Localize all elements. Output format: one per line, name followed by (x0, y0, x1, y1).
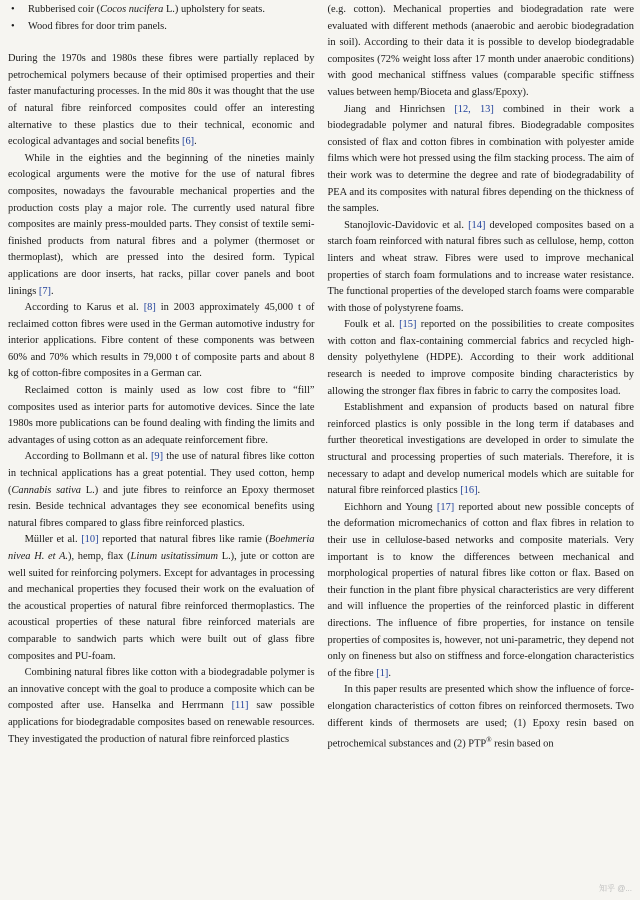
paragraph: While in the eighties and the beginning of the nineties mainly ecological arguments were the motive for the use of natural fibres composites, nowadays the favourable mechanical properties and the production costs play a major role. The currently used natural fibre composites are mainly press-moulded parts. They consist of textile semi-finished products from natural fibres and a polymer (thermoset or thermoplast), which are pressed into the desired form. Typical applications are door inserts, hat racks, pillar cover panels and boot linings [7]. (8, 152, 315, 297)
italic-term: Cocos nucifera (100, 4, 164, 15)
bullet-item: • Rubberised coir (Cocos nucifera L.) upholstery for seats. (8, 2, 315, 19)
citation-link[interactable]: [12, 13] (454, 103, 494, 115)
paragraph: Eichhorn and Young [17] reported about new possible concepts of the deformation micromechanics of cotton and flax fibres in relation to their use in cellulose-based networks and composite materials. Very important is to know the differences between mechanical and morphological properties of natural fibres like cotton or flax. Based on their function in the plant fibre physical characteristics are very different and will influence the properties of the reinforced plastic in different directions. The influence of fibre properties, for instance on tensile properties of composites is, however, not uni-parametric, they depend not only on fineness but also on stiffness and force-elongation characteristics of the fibre [1]. (327, 501, 634, 679)
citation-link[interactable]: [10] (81, 534, 99, 546)
bullet-item: • Wood fibres for door trim panels. (8, 19, 315, 36)
bullet-icon: • (11, 4, 15, 15)
left-column (8, 2, 315, 900)
citation-link[interactable]: [8] (143, 302, 156, 314)
right-paragraphs (328, 2, 635, 753)
citation-link[interactable]: [7] (38, 285, 52, 297)
citation-link[interactable]: [17] (436, 501, 455, 513)
paragraph: According to Karus et al. [8] in 2003 approximately 45,000 t of reclaimed cotton fibres were used in the German automotive industry for interior applications. Fibre content of these components was between 60% and 70% which results in 79,000 t of composite parts and about 8 kg of cotton-fibre composites in a German car. (8, 302, 315, 380)
paragraph: Combining natural fibres like cotton with a biodegradable polymer is an innovative concept with the goal to produce a composite which can be composted after use. Hanselka and Herrmann [11] saw possible applications for biodegradable composites based on renewable resources. They investigated the production of natural fibre reinforced plastics (8, 667, 315, 745)
citation-link[interactable]: [15] (399, 319, 417, 331)
citation-link[interactable]: [1] (376, 667, 389, 679)
citation-link[interactable]: [6] (181, 136, 195, 148)
trademark-mark: ® (486, 736, 492, 745)
paragraph: During the 1970s and 1980s these fibres were partially replaced by petrochemical polymers because of their optimised properties and their faster manufacturing processes. In the mid 80s it was thought that the use of natural fibre reinforced composites could offer an interesting alternative to these plastics due to their technical, economic and ecological advantages and social benefits [6]. (8, 53, 315, 148)
citation-link[interactable]: [11] (231, 700, 249, 712)
right-column (328, 2, 635, 900)
bullet-list (8, 2, 315, 35)
paragraph: In this paper results are presented which show the influence of force-elongation characteristics of cotton fibres on reinforced thermosets. Two different kinds of thermosets are used; (1) Epoxy resin based on petrochemical substances and (2) PTP® resin based on (327, 684, 634, 750)
paragraph: (e.g. cotton). Mechanical properties and biodegradation rate were evaluated with different methods (anaerobic and aerobic biodegradation in soil). According to their data it is possible to develop biodegradable composites (72% weight loss after 17 month under anaerobic conditions) with good mechanical stiffness values (comparable specific stiffness values between hemp/Bioceta and glass/Epoxy). (327, 4, 634, 98)
bullet-icon: • (11, 20, 15, 32)
paragraph: Establishment and expansion of products based on natural fibre reinforced plastics is only possible in the long term if databases and further theoretical investigations are developed in order to simulate the structural and processing properties of such materials. Therefore, it is necessary to adapt and develop numerical models which are suitable for natural fibre reinforced plastics [16]. (327, 402, 634, 497)
italic-term: Boehmeria nivea H. et A. (8, 534, 315, 562)
italic-term: Linum usitatissimum (130, 551, 218, 562)
italic-term: Cannabis sativa (11, 484, 81, 496)
paragraph: According to Bollmann et al. [9] the use of natural fibres like cotton in technical applications has a great potential. They used cotton, hemp (Cannabis sativa L.) and jute fibres to reinforce an Epoxy thermoset resin. Beside technical advantages they see economical benefits using natural fibres compared to glass fibre reinforced plastics. (8, 451, 315, 529)
paragraph: Jiang and Hinrichsen [12, 13] combined in their work a biodegradable polymer and natural fibres. Biodegradable composites consisted of flax and cotton fibres in combination with polyester amide films which were hot pressed using the film stacking process. The aim of their work was to determine the degree and rate of biodegradability of PEA and its composites with natural fibres depending on the thickness of the samples. (327, 103, 634, 215)
watermark: 知乎 @... (598, 884, 632, 893)
paragraph: Müller et al. [10] reported that natural fibres like ramie (Boehmeria nivea H. et A.), hemp, flax (Linum usitatissimum L.), jute or cotton are well suited for reinforcing polymers. Except for advantages in processing and mechanical properties they focused their work on the evaluation of the acoustical properties of natural fibre reinforced thermoplastics. The acoustical properties of these natural fibre reinforced materials are comparable to sandwich parts which were built out of glass fibre composites and PU-foam. (8, 534, 315, 662)
left-paragraphs (8, 51, 315, 748)
paragraph: Stanojlovic-Davidovic et al. [14] developed composites based on a starch foam reinforced with natural fibres such as cellulose, hemp, cotton linters and wheat straw. Fibres were used to improve mechanical properties of starch foam formulations and to increase water resistance. The functional properties of the developed starch foams were comparable with those of polystyrene foams. (327, 219, 634, 314)
paragraph: Reclaimed cotton is mainly used as low cost fibre to “fill” composites used as interior parts for automotive devices. Since the late 1980s more publications can be found dealing with finding the limits and advantages of using cotton as an adequate reinforcement fibre. (8, 385, 315, 446)
paragraph: Foulk et al. [15] reported on the possibilities to create composites with cotton and flax-containing commercial fabrics and recycled high-density polyethylene (HDPE). According to their work additional research is needed to improve composite binding characteristics by allowing the stronger flax fibres in fabric to carry the composites load. (327, 319, 634, 397)
citation-link[interactable]: [14] (468, 219, 486, 231)
citation-link[interactable]: [9] (150, 451, 164, 463)
citation-link[interactable]: [16] (460, 485, 478, 497)
